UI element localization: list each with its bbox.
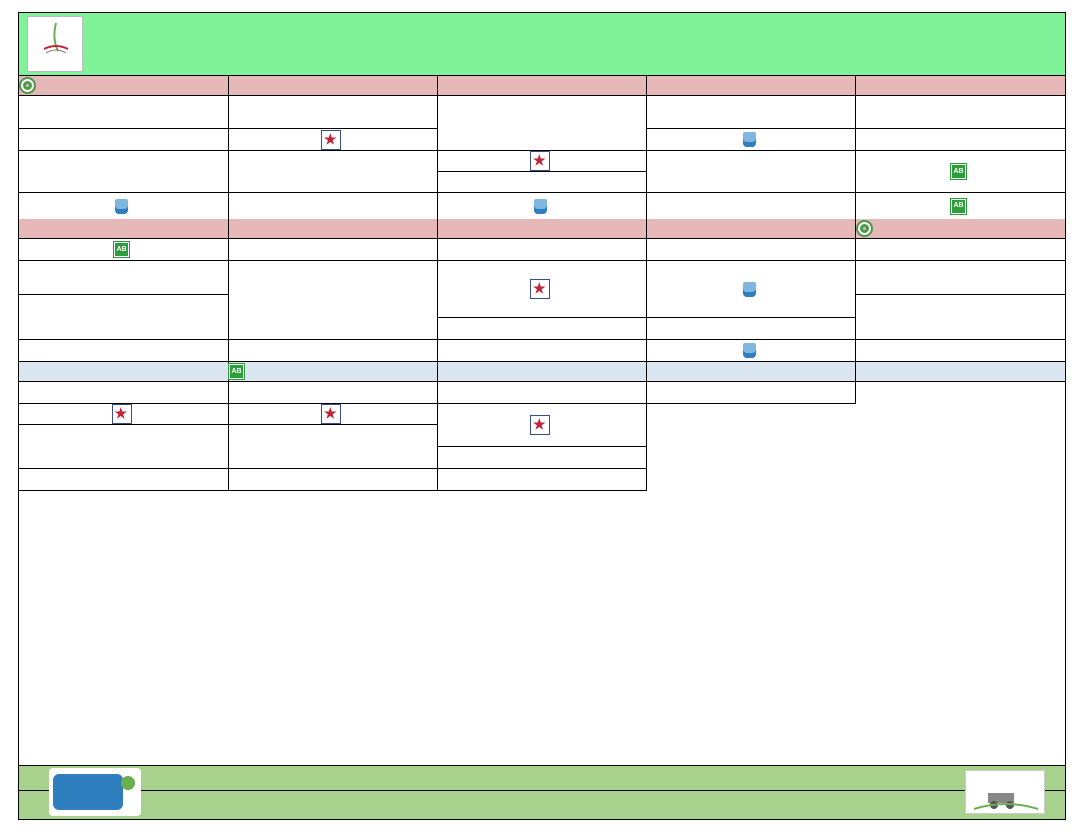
viande-francaise-icon xyxy=(112,404,132,424)
menu-cell xyxy=(229,151,438,193)
menu-cell xyxy=(856,193,1065,220)
eco-ring-icon xyxy=(856,220,873,237)
menu-cell xyxy=(647,261,856,318)
menu-cell xyxy=(19,382,229,404)
menu-cell xyxy=(856,96,1065,129)
day-header-3 xyxy=(438,362,647,382)
day-header-4 xyxy=(647,76,856,96)
day-header-2 xyxy=(229,76,438,96)
day-header-1 xyxy=(19,362,229,382)
yogurt-icon xyxy=(115,199,128,214)
menu-cell xyxy=(438,404,647,447)
eco-ring-icon xyxy=(19,77,36,94)
yogurt-icon xyxy=(534,199,547,214)
day-header-4 xyxy=(647,362,856,382)
day-header-1 xyxy=(19,219,229,239)
menu-cell xyxy=(229,193,438,220)
menu-cell xyxy=(647,193,856,220)
viande-francaise-icon xyxy=(321,130,341,150)
day-header-5 xyxy=(856,219,1065,239)
menu-cell xyxy=(438,447,647,469)
menu-cell xyxy=(229,239,438,261)
menu-cell xyxy=(647,96,856,129)
menu-cell xyxy=(438,261,647,318)
menu-cell xyxy=(19,151,229,193)
menu-cell xyxy=(647,129,856,151)
menu-cell xyxy=(19,129,229,151)
bio-label-icon: AB xyxy=(951,199,966,214)
menu-cell xyxy=(856,239,1065,261)
menu-cell xyxy=(647,151,856,193)
menu-cell xyxy=(438,239,647,261)
viande-francaise-icon xyxy=(321,404,341,424)
menu-cell xyxy=(229,382,438,404)
labastide-logo xyxy=(27,16,83,72)
menu-cell xyxy=(229,404,438,425)
yogurt-icon xyxy=(743,132,756,147)
yogurt-icon xyxy=(743,282,756,297)
bio-label-icon: AB xyxy=(951,164,966,179)
day-header-4 xyxy=(647,219,856,239)
menu-cell xyxy=(19,239,229,261)
menu-cell xyxy=(438,172,647,193)
menu-cell xyxy=(856,340,1065,362)
footer-line-1 xyxy=(19,765,1065,790)
labastide-logo-mark xyxy=(28,17,84,73)
day-header-5 xyxy=(856,362,1065,382)
menu-cell xyxy=(856,261,1065,295)
day-header-5 xyxy=(856,76,1065,96)
farm-logo xyxy=(965,770,1045,814)
menu-cell xyxy=(19,340,229,362)
viande-francaise-icon xyxy=(530,415,550,435)
menu-cell xyxy=(19,469,229,491)
bio-label-icon: AB xyxy=(229,364,244,379)
menu-cell xyxy=(19,295,229,340)
bbc-logo-leaf-icon xyxy=(121,776,135,790)
menu-cell xyxy=(438,193,647,220)
menu-cell xyxy=(229,425,438,469)
menu-cell xyxy=(229,469,438,491)
menu-cell xyxy=(647,382,856,404)
menu-cell xyxy=(438,382,647,404)
footer-line-2 xyxy=(19,790,1065,819)
menu-cell xyxy=(856,129,1065,151)
menu-cell xyxy=(438,151,647,172)
viande-francaise-icon xyxy=(530,151,550,171)
menu-cell xyxy=(856,295,1065,340)
day-header-3 xyxy=(438,76,647,96)
day-header-2 xyxy=(229,219,438,239)
menu-cell xyxy=(229,96,438,129)
menu-cell xyxy=(229,261,438,340)
menu-cell xyxy=(19,193,229,220)
bleu-blanc-coeur-logo xyxy=(49,768,141,816)
menu-cell xyxy=(647,239,856,261)
menu-cell xyxy=(19,261,229,295)
menu-cell xyxy=(19,96,229,129)
viande-francaise-icon xyxy=(530,279,550,299)
bbc-logo-text xyxy=(53,774,123,810)
bio-label-icon: AB xyxy=(114,242,129,257)
day-header-1 xyxy=(19,76,229,96)
farm-logo-icon xyxy=(966,771,1046,815)
menu-cell xyxy=(229,129,438,151)
menu-cell xyxy=(438,340,647,362)
menu-cell xyxy=(229,340,438,362)
menu-cell xyxy=(856,151,1065,193)
day-header-2 xyxy=(229,362,438,382)
menu-sheet xyxy=(18,12,1066,820)
day-header-3 xyxy=(438,219,647,239)
menu-cell xyxy=(19,404,229,425)
yogurt-icon xyxy=(743,343,756,358)
menu-cell xyxy=(438,318,647,340)
menu-cell xyxy=(19,425,229,469)
menu-cell xyxy=(438,96,647,151)
header-bar xyxy=(19,13,1065,76)
menu-cell xyxy=(438,469,647,491)
menu-cell xyxy=(647,318,856,340)
menu-cell xyxy=(647,340,856,362)
